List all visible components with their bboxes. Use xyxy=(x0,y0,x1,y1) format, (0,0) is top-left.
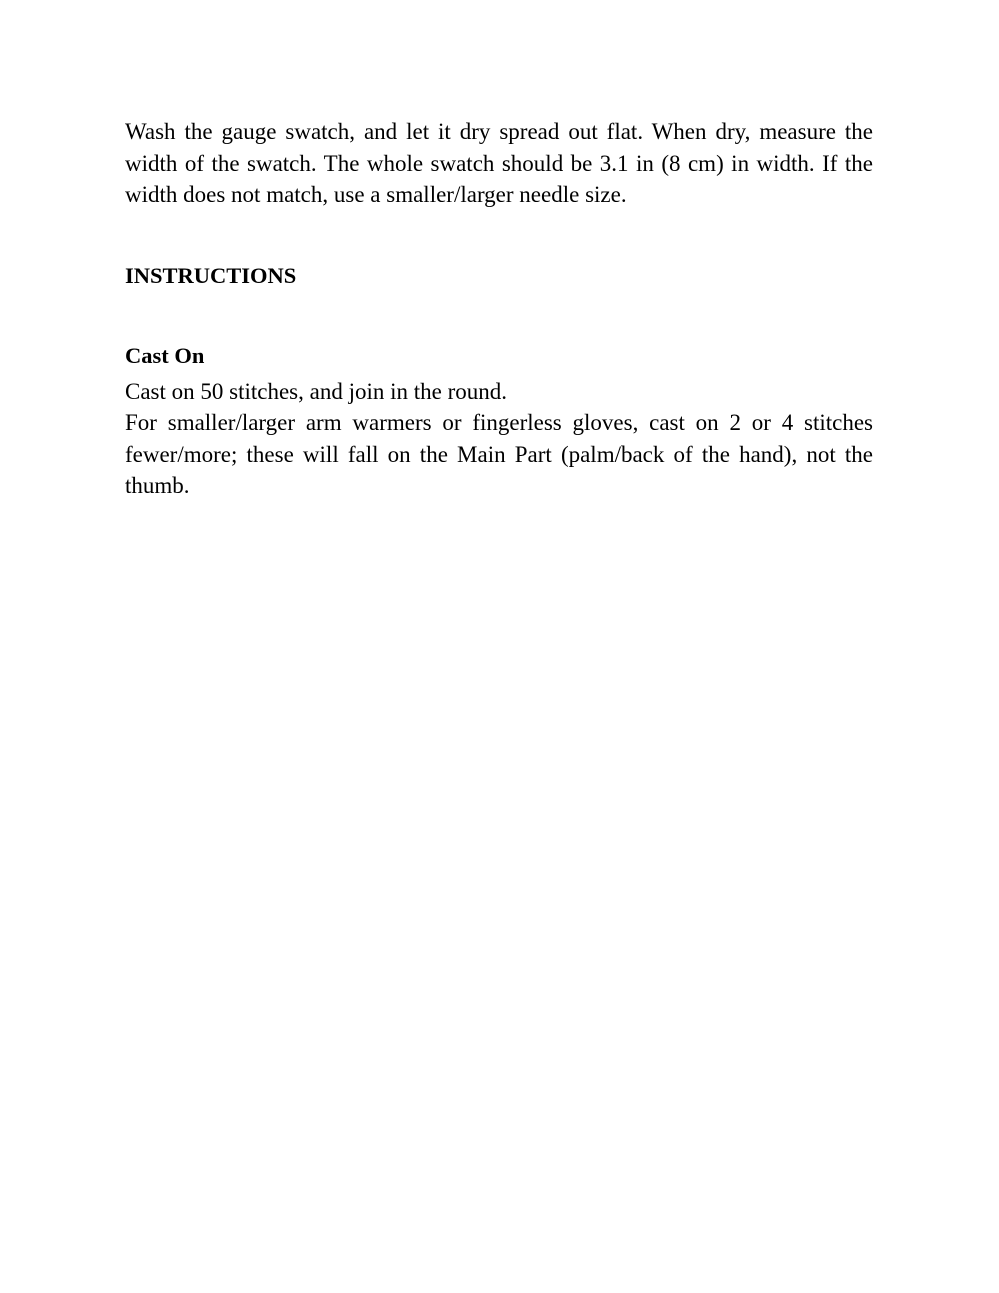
cast-on-line-1: Cast on 50 stitches, and join in the round. xyxy=(125,378,508,404)
spacer xyxy=(125,211,873,260)
spacer xyxy=(125,291,873,340)
cast-on-heading: Cast On xyxy=(125,343,205,368)
page-content xyxy=(125,116,873,502)
cast-on-line-2: For smaller/larger arm warmers or fingerless gloves, cast on 2 or 4 stitches fewer/more; these will fall on the Main Part (palm/back of the hand), not the thumb. xyxy=(125,410,873,498)
gauge-paragraph: Wash the gauge swatch, and let it dry spread out flat. When dry, measure the width of the swatch. The whole swatch should be 3.1 in (8 cm) in width. If the width does not match, use a smaller/larger needle size. xyxy=(125,119,873,207)
instructions-heading: INSTRUCTIONS xyxy=(125,262,297,288)
